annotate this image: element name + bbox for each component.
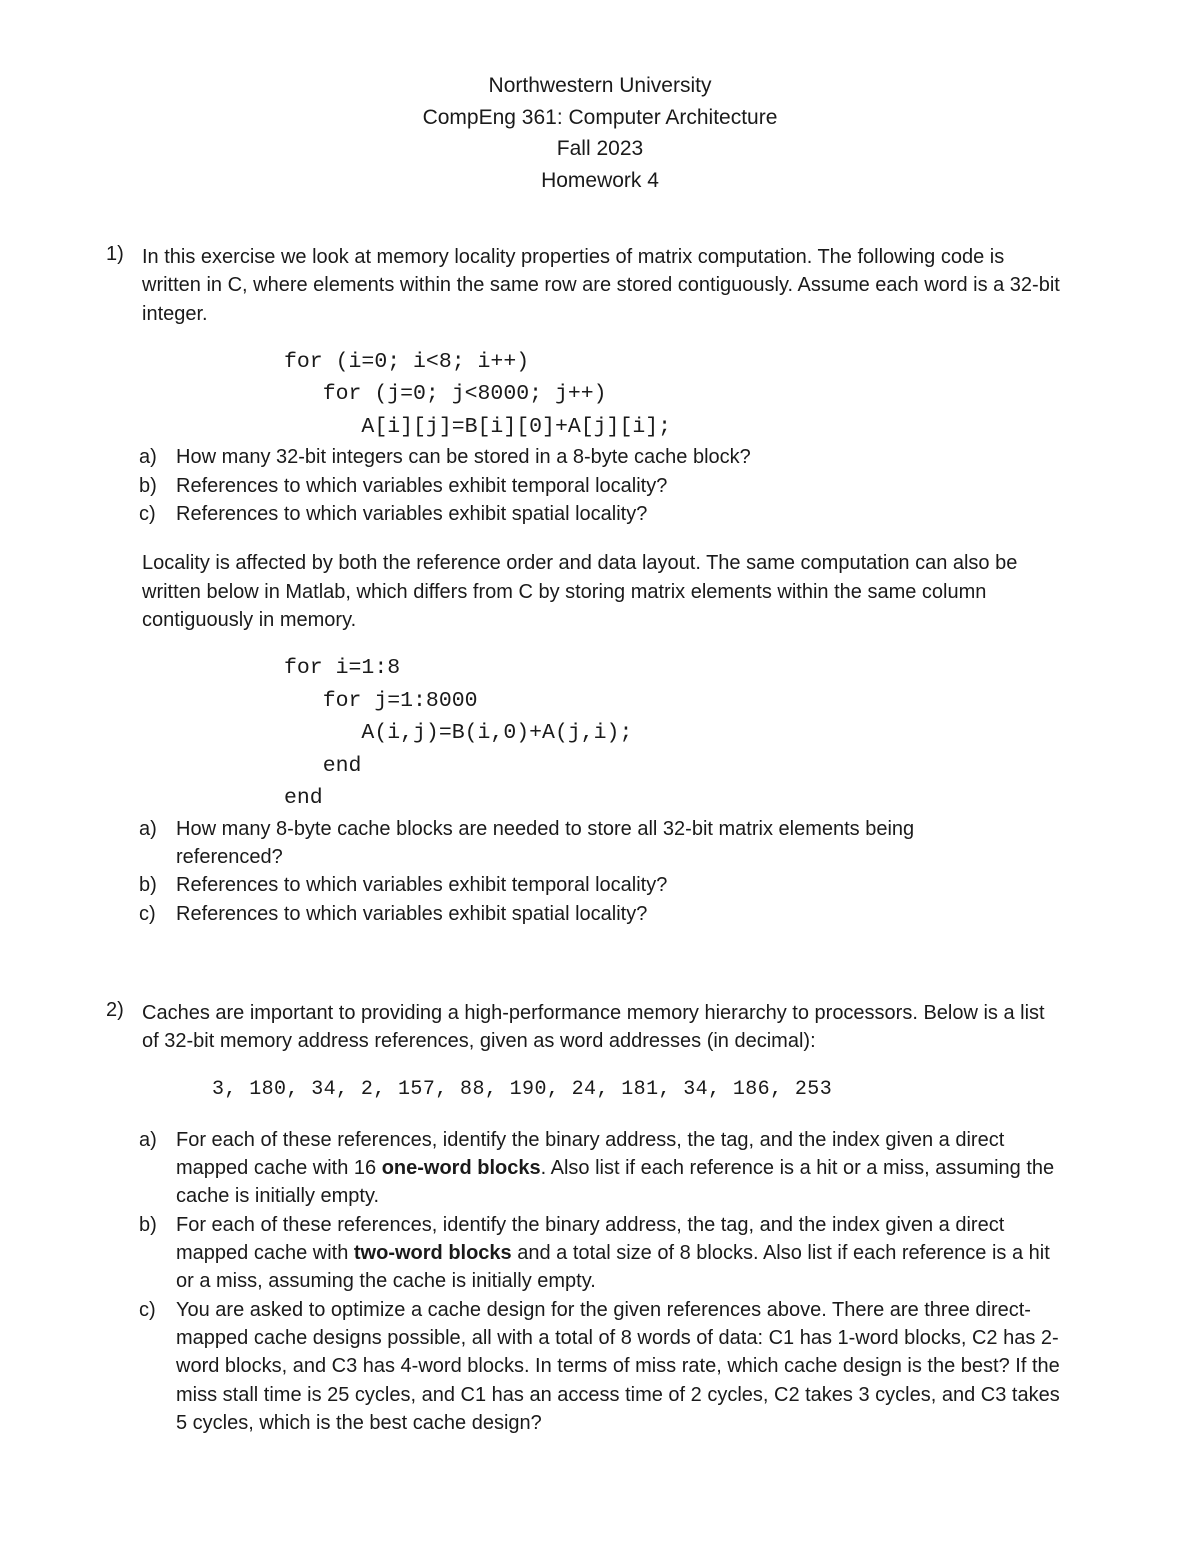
assignment-title: Homework 4 <box>541 168 659 192</box>
sub-question <box>106 1296 1062 1437</box>
text-run: and a total size of 8 blocks. Also list if each reference is a hit or a miss, assuming the cache is initially empty. <box>176 1242 1050 1293</box>
term: Fall 2023 <box>556 137 644 160</box>
sub-question-text: You are asked to optimize a cache design for the given references above. There are three direct-mapped cache designs possible, all with a total of 8 words of data: C1 has 1-word blocks, C2 has 2-word blocks, and C3 has 4-word blocks. In terms of miss rate, which cache design is the best? If the miss stall time is 25 cycles, and C1 has an access time of 2 cycles, C2 takes 3 cycles, and C3 takes 5 cycles, which is the best cache design? <box>176 1298 1060 1434</box>
locality-paragraph: Locality is affected by both the reference order and data layout. The same computation can also be written below in Matlab, which differs from C by storing matrix elements within the same column contiguously in memory. <box>142 552 1018 631</box>
code-line: for j=1:8000 <box>284 688 478 713</box>
sub-question <box>106 443 1062 471</box>
sub-question <box>106 900 1062 928</box>
bold-term: one-word blocks <box>381 1157 541 1180</box>
question-number: 2) <box>106 999 124 1021</box>
sub-question-text: How many 8-byte cache blocks are needed to store all 32-bit matrix elements being referenced? <box>176 817 915 868</box>
sub-question <box>106 1211 1062 1296</box>
sub-question-text <box>176 1214 1050 1293</box>
sub-question-label: c) <box>139 902 156 925</box>
course-title: CompEng 361: Computer Architecture <box>422 105 778 129</box>
sub-question-label: b) <box>139 1213 157 1236</box>
text-run: For each of these references, identify the binary address, the tag, and the index given a direct mapped cache with 16 <box>176 1128 1005 1180</box>
document-header <box>0 70 1200 196</box>
code-line: A[i][j]=B[i][0]+A[j][i]; <box>284 414 672 439</box>
sub-question <box>106 1126 1062 1211</box>
question-2 <box>106 999 1066 1437</box>
question-2-intro: Caches are important to providing a high-performance memory hierarchy to processors. Below is a list of 32-bit memory address references, given as word addresses (in decimal): <box>142 1002 1045 1053</box>
sub-question-text <box>176 1129 1054 1208</box>
university-name: Northwestern University <box>488 74 712 97</box>
sub-question <box>106 871 1062 899</box>
sub-question-label: a) <box>139 1128 157 1151</box>
sub-question-label: c) <box>139 1298 156 1321</box>
code-line: for (i=0; i<8; i++) <box>284 349 530 374</box>
matlab-code-parts <box>106 815 1062 928</box>
address-list: 3, 180, 34, 2, 157, 88, 190, 24, 181, 34, 186, 253 <box>212 1077 833 1101</box>
question-number: 1) <box>106 243 124 265</box>
c-code-block <box>284 346 1062 444</box>
sub-question-label: b) <box>139 874 157 897</box>
text-run: . Also list if each reference is a hit or a miss, assuming the cache is initially empty. <box>176 1157 1055 1208</box>
sub-question-text: References to which variables exhibit spatial locality? <box>176 902 648 925</box>
sub-question-text: References to which variables exhibit temporal locality? <box>176 874 668 897</box>
c-code-parts <box>106 443 1062 528</box>
code-line: for i=1:8 <box>284 656 401 681</box>
sub-question-label: a) <box>139 446 157 469</box>
code-line: end <box>284 786 323 811</box>
sub-question <box>106 815 1062 872</box>
sub-question-text: How many 32-bit integers can be stored in a 8-byte cache block? <box>176 446 751 469</box>
sub-question-label: c) <box>139 502 156 525</box>
code-line: end <box>284 753 362 778</box>
bold-term: two-word blocks <box>353 1242 512 1265</box>
sub-question <box>106 500 1062 528</box>
text-run: For each of these references, identify the binary address, the tag, and the index given a direct mapped cache with <box>176 1213 1005 1265</box>
sub-question-label: b) <box>139 474 157 497</box>
sub-question <box>106 472 1062 500</box>
sub-question-label: a) <box>139 817 157 840</box>
question-1 <box>106 243 1066 928</box>
question-2-parts <box>106 1126 1062 1437</box>
code-line: for (j=0; j<8000; j++) <box>284 382 607 407</box>
sub-question-text: References to which variables exhibit spatial locality? <box>176 502 648 525</box>
sub-question-text: References to which variables exhibit temporal locality? <box>176 474 668 497</box>
matlab-code-block <box>284 652 1062 815</box>
question-1-intro: In this exercise we look at memory locality properties of matrix computation. The following code is written in C, where elements within the same row are stored contiguously. Assume each word is a 32-bit integer. <box>142 246 1060 325</box>
code-line: A(i,j)=B(i,0)+A(j,i); <box>284 721 633 746</box>
